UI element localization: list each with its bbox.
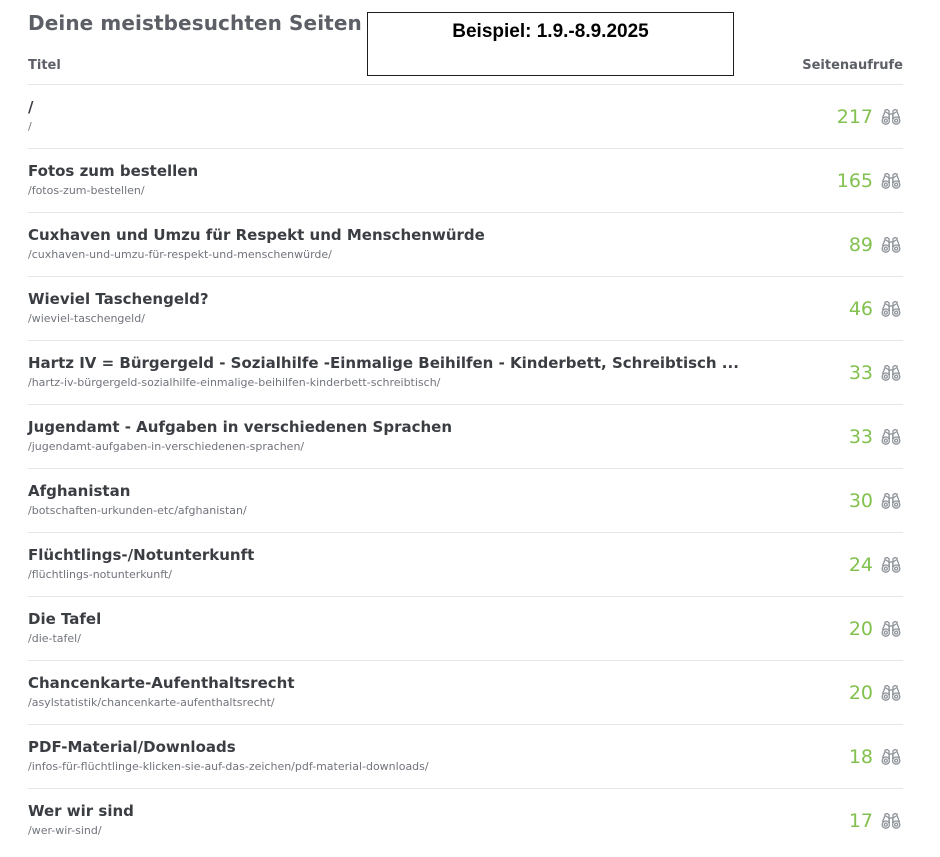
binoculars-icon[interactable]	[881, 812, 901, 830]
page-view-count: 89	[848, 234, 873, 256]
page-path: /	[28, 120, 32, 133]
list-item	[28, 661, 903, 725]
page-title-link[interactable]: Hartz IV = Bürgergeld - Sozialhilfe -Einmalige Beihilfen - Kinderbett, Schreibtisch ...	[28, 354, 739, 372]
page-path: /wer-wir-sind/	[28, 824, 102, 837]
binoculars-icon[interactable]	[881, 556, 901, 574]
page-view-count: 30	[848, 490, 873, 512]
binoculars-icon[interactable]	[881, 236, 901, 254]
page-path: /hartz-iv-bürgergeld-sozialhilfe-einmalige-beihilfen-kinderbett-schreibtisch/	[28, 376, 441, 389]
page-path: /cuxhaven-und-umzu-für-respekt-und-menschenwürde/	[28, 248, 332, 261]
column-header-title: Titel	[28, 58, 61, 73]
page-title-link[interactable]: Die Tafel	[28, 610, 102, 628]
page-view-count: 33	[848, 362, 873, 384]
page-title-link[interactable]: Wieviel Taschengeld?	[28, 290, 209, 308]
list-item	[28, 469, 903, 533]
binoculars-icon[interactable]	[881, 108, 901, 126]
page-path: /asylstatistik/chancenkarte-aufenthaltsrecht/	[28, 696, 275, 709]
column-header-views: Seitenaufrufe	[802, 58, 903, 73]
page-view-count: 217	[836, 106, 873, 128]
page-view-count: 20	[848, 682, 873, 704]
list-item	[28, 597, 903, 661]
list-item	[28, 405, 903, 469]
page-path: /botschaften-urkunden-etc/afghanistan/	[28, 504, 247, 517]
list-item	[28, 149, 903, 213]
page-path: /die-tafel/	[28, 632, 81, 645]
example-date-label: Beispiel: 1.9.-8.9.2025	[452, 21, 649, 42]
page-title-link[interactable]: Fotos zum bestellen	[28, 162, 199, 180]
page-title-link[interactable]: Afghanistan	[28, 482, 131, 500]
list-item	[28, 725, 903, 789]
page-title-link[interactable]: /	[28, 98, 34, 116]
most-visited-list	[28, 85, 903, 852]
page-view-count: 165	[836, 170, 873, 192]
list-item	[28, 277, 903, 341]
page-view-count: 46	[848, 298, 873, 320]
binoculars-icon[interactable]	[881, 364, 901, 382]
binoculars-icon[interactable]	[881, 300, 901, 318]
page-title-link[interactable]: Jugendamt - Aufgaben in verschiedenen Sprachen	[28, 418, 453, 436]
page-path: /infos-für-flüchtlinge-klicken-sie-auf-das-zeichen/pdf-material-downloads/	[28, 760, 429, 773]
page-view-count: 24	[848, 554, 873, 576]
binoculars-icon[interactable]	[881, 684, 901, 702]
page-path: /wieviel-taschengeld/	[28, 312, 145, 325]
section-heading: Deine meistbesuchten Seiten	[28, 11, 362, 35]
page-path: /fotos-zum-bestellen/	[28, 184, 145, 197]
page-title-link[interactable]: Cuxhaven und Umzu für Respekt und Menschenwürde	[28, 226, 485, 244]
binoculars-icon[interactable]	[881, 428, 901, 446]
page-title-link[interactable]: Chancenkarte-Aufenthaltsrecht	[28, 674, 295, 692]
page-view-count: 20	[848, 618, 873, 640]
binoculars-icon[interactable]	[881, 492, 901, 510]
list-item	[28, 341, 903, 405]
list-item	[28, 533, 903, 597]
list-item	[28, 789, 903, 852]
binoculars-icon[interactable]	[881, 748, 901, 766]
page-view-count: 18	[848, 746, 873, 768]
page-title-link[interactable]: Wer wir sind	[28, 802, 134, 820]
binoculars-icon[interactable]	[881, 620, 901, 638]
page-title-link[interactable]: PDF-Material/Downloads	[28, 738, 236, 756]
page-view-count: 17	[848, 810, 873, 832]
binoculars-icon[interactable]	[881, 172, 901, 190]
page-path: /flüchtlings-notunterkunft/	[28, 568, 172, 581]
list-item	[28, 85, 903, 149]
page-path: /jugendamt-aufgaben-in-verschiedenen-sprachen/	[28, 440, 305, 453]
list-item	[28, 213, 903, 277]
example-date-box	[367, 12, 734, 76]
page-view-count: 33	[848, 426, 873, 448]
page-title-link[interactable]: Flüchtlings-/Notunterkunft	[28, 546, 255, 564]
